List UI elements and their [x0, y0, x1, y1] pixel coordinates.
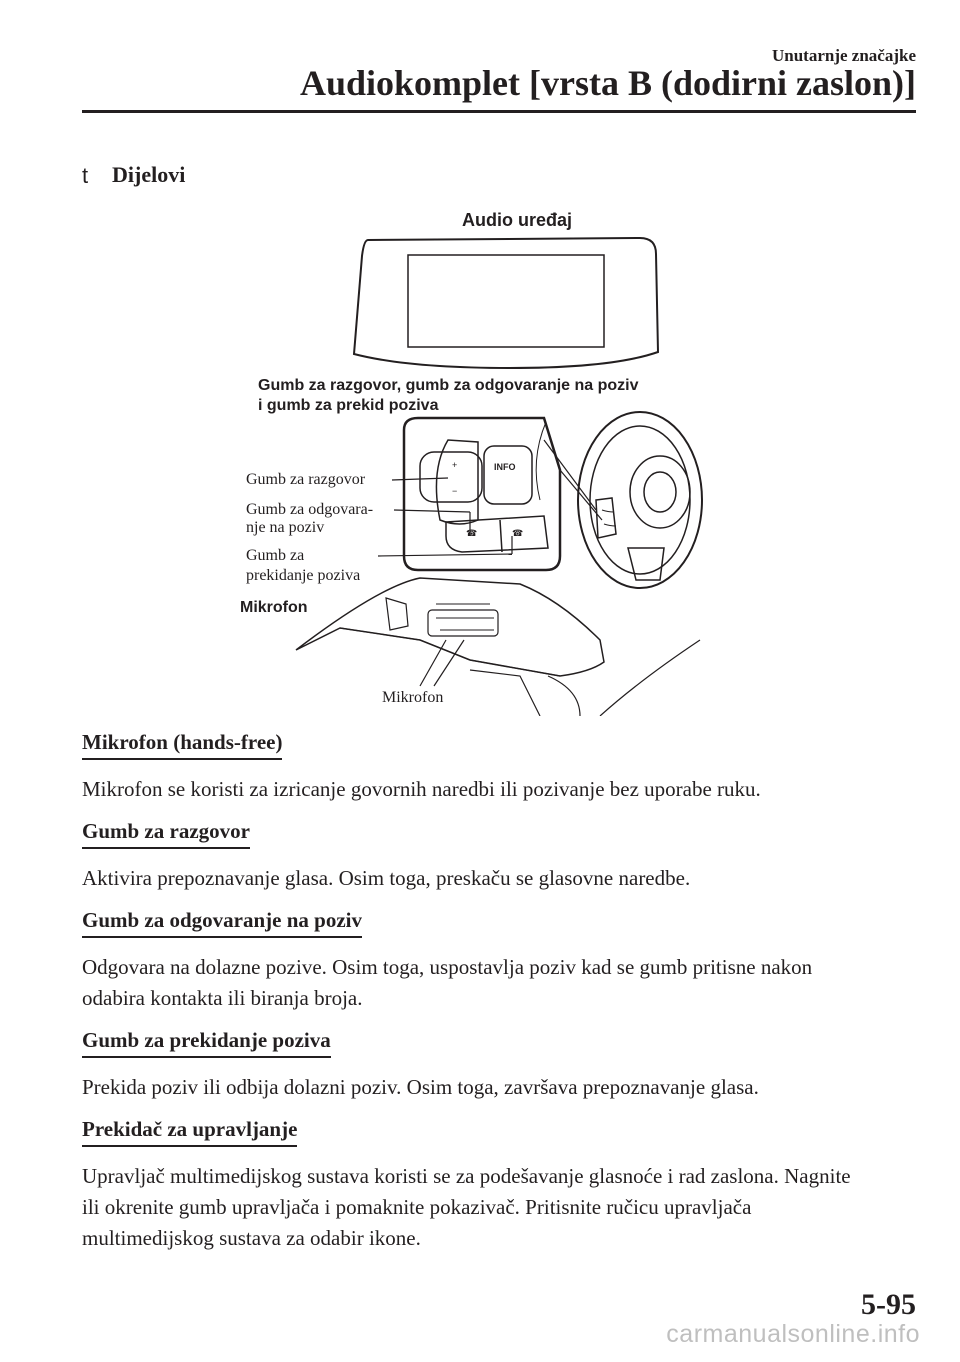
- term-commander-switch: Prekidač za upravljanje: [82, 1117, 297, 1147]
- talk-button-callout: Gumb za razgovor: [246, 471, 366, 488]
- term-microphone: Mikrofon (hands-free): [82, 730, 282, 760]
- microphone-callout: Mikrofon: [382, 689, 444, 706]
- microphone-heading: Mikrofon: [240, 599, 308, 616]
- desc-answer-button: Odgovara na dolazne pozive. Osim toga, uspostavlja poziv kad se gumb pritisne nakon odabira kontakta ili biranja broja.: [82, 955, 813, 1010]
- term-hangup-button: Gumb za prekidanje poziva: [82, 1028, 331, 1058]
- answer-button-callout-line2: nje na poziv: [246, 519, 325, 536]
- desc-microphone: Mikrofon se koristi za izricanje govornih naredbi ili pozivanje bez uporabe ruku.: [82, 777, 761, 801]
- info-button-text: INFO: [494, 462, 516, 472]
- page-number: 5-95: [861, 1288, 916, 1321]
- desc-commander-switch: Upravljač multimedijskog sustava koristi se za podešavanje glasnoće i rad zaslona. Nagnite ili okrenite gumb upravljača i pomaknite pokazivač. Pritisnite ručicu upravljača multimedijskog sustava za odabir ikone.: [82, 1164, 851, 1250]
- call-button-panel: [446, 516, 548, 552]
- svg-text:+: +: [452, 460, 458, 470]
- svg-text:☎: ☎: [512, 528, 524, 538]
- parts-illustration: [226, 200, 706, 716]
- term-talk-button: Gumb za razgovor: [82, 819, 250, 849]
- svg-text:−: −: [452, 486, 458, 496]
- microphone-grille: [428, 610, 498, 636]
- audio-unit-body: [354, 238, 658, 368]
- steering-wheel-hub: [630, 456, 690, 528]
- steering-button-inset: [404, 418, 560, 570]
- section-bullet: t: [82, 163, 89, 188]
- audio-unit-screen: [408, 255, 604, 347]
- hangup-button-callout-line2: prekidanje poziva: [246, 567, 361, 584]
- watermark: carmanualsonline.info: [666, 1320, 920, 1348]
- desc-hangup-button: Prekida poziv ili odbija dolazni poziv. Osim toga, završava prepoznavanje glasa.: [82, 1075, 759, 1099]
- parts-descriptions: [82, 730, 922, 1268]
- running-head: Unutarnje značajke: [771, 46, 916, 65]
- audio-unit-label: Audio uređaj: [462, 210, 573, 230]
- header-rule: [82, 110, 916, 113]
- buttons-label-line1: Gumb za razgovor, gumb za odgovaranje na poziv: [258, 377, 639, 394]
- answer-button-callout-line1: Gumb za odgovara-: [246, 501, 374, 518]
- buttons-label-line2: i gumb za prekid poziva: [258, 397, 439, 414]
- svg-text:☎: ☎: [466, 528, 478, 538]
- hangup-button-callout-line1: Gumb za: [246, 547, 305, 564]
- desc-talk-button: Aktivira prepoznavanje glasa. Osim toga, preskaču se glasovne naredbe.: [82, 866, 691, 890]
- chapter-title: Audiokomplet [vrsta B (dodirni zaslon)]: [299, 63, 916, 103]
- section-title: Dijelovi: [112, 162, 186, 187]
- term-answer-button: Gumb za odgovaranje na poziv: [82, 908, 362, 938]
